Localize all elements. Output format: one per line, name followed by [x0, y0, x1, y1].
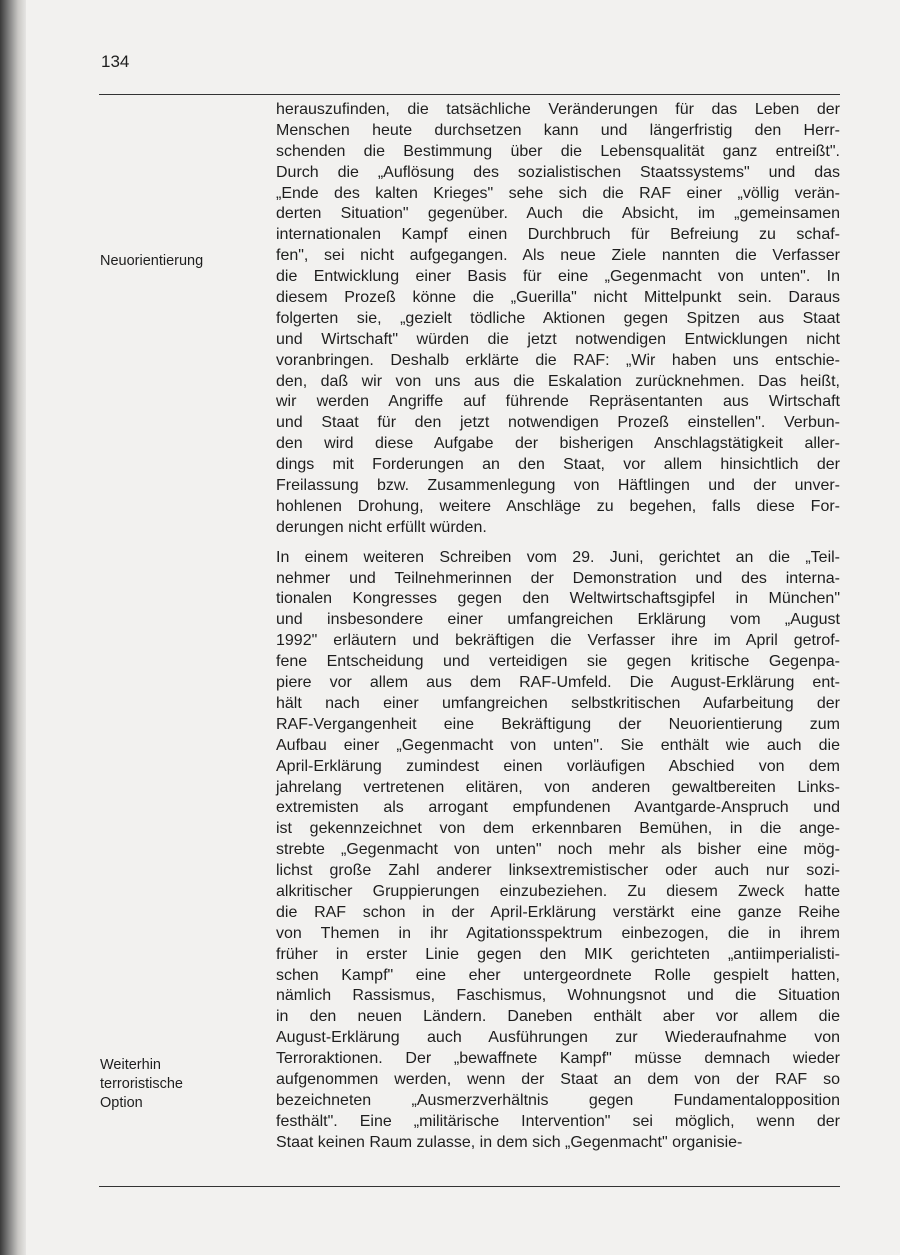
- text-line: dings mit Forderungen an den Staat, vor allem hinsichtlich der: [276, 456, 840, 474]
- text-line: April-Erklärung zumindest einen vorläufigen Abschied von dem: [276, 757, 840, 775]
- text-line: internationalen Kampf einen Durchbruch für Befreiung zu schaf-: [276, 226, 840, 244]
- text-line: „Ende des kalten Krieges" sehe sich die RAF einer „völlig verän-: [276, 184, 840, 202]
- text-line: und insbesondere einer umfangreichen Erklärung vom „August: [276, 611, 840, 629]
- text-line: aufgenommen werden, wenn der Staat an dem von der RAF so: [276, 1070, 840, 1088]
- text-line: den wird diese Aufgabe der bisherigen Anschlagstätigkeit aller-: [276, 435, 840, 453]
- book-page: [26, 0, 900, 1255]
- text-line: folgerten sie, „gezielt tödliche Aktionen gegen Spitzen aus Staat: [276, 309, 840, 327]
- text-line: nämlich Rassismus, Faschismus, Wohnungsnot und die Situation: [276, 987, 840, 1005]
- text-line: fen", sei nicht aufgegangen. Als neue Ziele nannten die Verfasser: [276, 247, 840, 265]
- text-line: strebte „Gegenmacht von unten" noch mehr als bisher eine mög-: [276, 841, 840, 859]
- text-line: Aufbau einer „Gegenmacht von unten". Sie enthält wie auch die: [276, 736, 840, 754]
- text-line: nehmer und Teilnehmerinnen der Demonstration und des interna-: [276, 569, 840, 587]
- text-line: extremisten als arrogant empfundenen Avantgarde-Anspruch und: [276, 799, 840, 817]
- text-line: Durch die „Auflösung des sozialistischen Staatssystems" und das: [276, 163, 840, 181]
- text-line: RAF-Vergangenheit eine Bekräftigung der Neuorientierung zum: [276, 715, 840, 733]
- footer-rule: [99, 1186, 840, 1187]
- text-line: Terroraktionen. Der „bewaffnete Kampf" müsse demnach wieder: [276, 1050, 840, 1068]
- paragraph-spacer: [276, 539, 840, 548]
- margin-note-neuorientierung: Neuorientierung: [100, 253, 204, 269]
- text-line: und Wirtschaft" würden die jetzt notwendigen Entwicklungen nicht: [276, 330, 840, 348]
- text-line: tionalen Kongresses gegen den Weltwirtschaftsgipfel in München": [276, 590, 840, 608]
- text-line: die RAF schon in der April-Erklärung verstärkt eine ganze Reihe: [276, 903, 840, 921]
- text-line: in den neuen Ländern. Daneben enthält aber vor allem die: [276, 1008, 840, 1026]
- text-line: und Staat für den jetzt notwendigen Prozeß einstellen". Verbun-: [276, 414, 840, 432]
- text-line: ist gekennzeichnet von dem erkennbaren Bemühen, in die ange-: [276, 820, 840, 838]
- text-line: von Themen in ihr Agitationsspektrum einbezogen, die in ihrem: [276, 924, 840, 942]
- header-rule: [99, 94, 840, 95]
- text-line: bezeichneten „Ausmerzverhältnis gegen Fundamentalopposition: [276, 1091, 840, 1109]
- text-line: In einem weiteren Schreiben vom 29. Juni, gerichtet an die „Teil-: [276, 548, 840, 566]
- text-line: August-Erklärung auch Ausführungen zur Wiederaufnahme von: [276, 1029, 840, 1047]
- text-line: derten Situation" gegenüber. Auch die Absicht, im „gemeinsamen: [276, 205, 840, 223]
- text-line: voranbringen. Deshalb erklärte die RAF: „Wir haben uns entschie-: [276, 351, 840, 369]
- text-line: den, daß wir von uns aus die Eskalation zurücknehmen. Das heißt,: [276, 372, 840, 390]
- text-line: piere vor allem aus dem RAF-Umfeld. Die August-Erklärung ent-: [276, 674, 840, 692]
- text-line: hohlenen Drohung, weitere Anschläge zu begehen, falls diese For-: [276, 497, 840, 515]
- text-line: 1992" erläutern und bekräftigen die Verfasser ihre im April getrof-: [276, 632, 840, 650]
- page-number: 134: [101, 52, 130, 71]
- text-line: derungen nicht erfüllt würden.: [276, 518, 487, 536]
- text-line: schen Kampf" eine eher untergeordnete Rolle gespielt hatten,: [276, 966, 840, 984]
- text-line: Freilassung bzw. Zusammenlegung von Häftlingen und der unver-: [276, 477, 840, 495]
- text-line: hält nach einer umfangreichen selbstkritischen Aufarbeitung der: [276, 694, 840, 712]
- text-line: Menschen heute durchsetzen kann und längerfristig den Herr-: [276, 121, 840, 139]
- text-line: Staat keinen Raum zulasse, in dem sich „Gegenmacht" organisie-: [276, 1133, 743, 1151]
- paragraph: [276, 548, 840, 1154]
- body-text: [276, 100, 840, 1154]
- text-line: lichst große Zahl anderer linksextremistischer oder auch nur sozi-: [276, 862, 840, 880]
- paragraph: [276, 100, 840, 539]
- text-line: jahrelang vertretenen elitären, von anderen gewaltbereiten Links-: [276, 778, 840, 796]
- page-binding-edge: [0, 0, 26, 1255]
- text-line: wir werden Angriffe auf führende Repräsentanten aus Wirtschaft: [276, 393, 840, 411]
- text-line: herauszufinden, die tatsächliche Veränderungen für das Leben der: [276, 101, 840, 118]
- text-line: früher in erster Linie gegen den MIK gerichteten „antiimperialisti-: [276, 945, 840, 963]
- text-line: fene Entscheidung und verteidigen sie gegen kritische Gegenpa-: [276, 653, 840, 671]
- text-line: festhält". Eine „militärische Intervention" sei möglich, wenn der: [276, 1112, 840, 1130]
- text-line: alkritischer Gruppierungen einzubeziehen. Zu diesem Zweck hatte: [276, 882, 840, 900]
- text-line: schenden die Bestimmung über die Lebensqualität ganz entreißt".: [276, 142, 840, 160]
- margin-note-weiterhin-terroristische-option: Weiterhin terroristische Option: [100, 1057, 183, 1111]
- text-line: die Entwicklung einer Basis für eine „Gegenmacht von unten". In: [276, 268, 840, 286]
- text-line: diesem Prozeß könne die „Guerilla" nicht Mittelpunkt sein. Daraus: [276, 289, 840, 307]
